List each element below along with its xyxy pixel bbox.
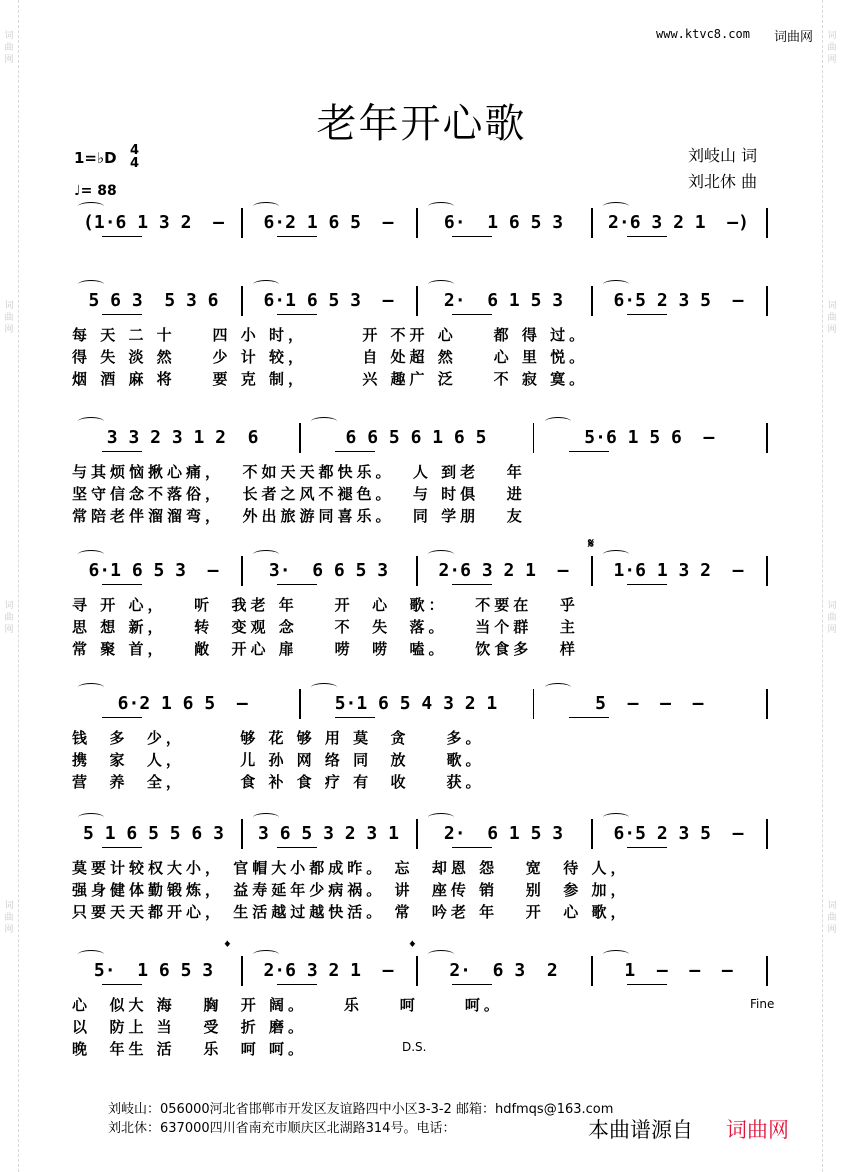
slur-mark — [78, 683, 104, 692]
beam-mark — [627, 584, 667, 585]
side-watermark: 词曲网 — [4, 31, 14, 65]
beam-mark — [102, 584, 142, 585]
lyric-line: 强身健体勤锻炼， 益寿延年少病祸。 讲 座传 销 别 参 加， — [72, 881, 630, 899]
barline — [591, 208, 593, 238]
slur-mark — [78, 202, 104, 211]
barline — [766, 556, 768, 586]
slur-mark — [428, 950, 454, 959]
lyric-line: 坚守信念不落俗， 长者之风不褪色。 与 时俱 进 — [72, 485, 526, 503]
beam-mark — [102, 717, 142, 718]
barline — [766, 819, 768, 849]
composer-credit: 刘北休 曲 — [688, 172, 758, 191]
measure: 5 – – – — [595, 693, 704, 714]
lyric-line: 与其烦恼揪心痛， 不如天天都快乐。 人 到老 年 — [72, 463, 526, 481]
barline — [591, 819, 593, 849]
footer-brand[interactable]: 词曲网 — [726, 1118, 789, 1142]
barline — [241, 956, 243, 986]
lyric-line: 每 天 二 十 四 小 时， 开 不开 心 都 得 过。 — [72, 326, 589, 344]
beam-mark — [277, 984, 317, 985]
measure: 6·5 2 3 5 – — [613, 823, 744, 844]
footer-address-2: 刘北休：637000四川省南充市顺庆区北湖路314号。电话： — [108, 1121, 456, 1136]
footer-source: 本曲谱源自 — [588, 1118, 693, 1142]
slur-mark — [545, 417, 571, 426]
side-watermark: 词曲网 — [827, 601, 837, 635]
beam-mark — [102, 451, 142, 452]
barline — [766, 208, 768, 238]
measure: 5· 1 6 5 3 — [93, 960, 214, 981]
measure: 6· 1 6 5 3 — [443, 212, 564, 233]
key-signature: 1=♭D — [74, 149, 117, 167]
slur-mark — [311, 683, 337, 692]
slur-mark — [78, 950, 104, 959]
measure: 6·5 2 3 5 – — [613, 290, 744, 311]
beam-mark — [102, 847, 142, 848]
lyricist-credit: 刘岐山 词 — [688, 146, 758, 165]
measure: 2· 6 1 5 3 — [443, 823, 564, 844]
measure: 1 – – – — [624, 960, 733, 981]
barline — [416, 956, 418, 986]
slur-mark — [311, 417, 337, 426]
slur-mark — [78, 550, 104, 559]
tempo-marking: ♩= 88 — [74, 183, 117, 199]
beam-mark — [277, 847, 317, 848]
barline — [299, 423, 301, 453]
lyric-line: 心 似大 海 胸 开 阔。 乐 呵 呵。 — [72, 996, 503, 1014]
beam-mark — [102, 984, 142, 985]
beam-mark — [335, 717, 375, 718]
segno-sign: 𝄋 — [588, 536, 595, 552]
right-watermark-strip — [822, 0, 841, 1172]
measure: 3 6 5 3 2 3 1 — [258, 823, 399, 844]
slur-mark — [253, 280, 279, 289]
side-watermark: 词曲网 — [827, 31, 837, 65]
slur-mark — [78, 813, 104, 822]
beam-mark — [277, 314, 317, 315]
beam-mark — [627, 847, 667, 848]
barline — [533, 423, 535, 453]
slur-mark — [428, 813, 454, 822]
lyric-line: 寻 开 心， 听 我老 年 开 心 歌： 不要在 乎 — [72, 596, 579, 614]
fine-marking: Fine — [750, 997, 775, 1011]
measure: 2· 6 1 5 3 — [443, 290, 564, 311]
measure: 5 1 6 5 5 6 3 — [83, 823, 224, 844]
measure: 6·2 1 6 5 – — [263, 212, 394, 233]
slur-mark — [603, 202, 629, 211]
barline — [241, 286, 243, 316]
side-watermark: 词曲网 — [4, 301, 14, 335]
measure: 2· 6 3 2 — [449, 960, 558, 981]
barline — [241, 208, 243, 238]
barline — [416, 208, 418, 238]
measure: 3· 6 6 5 3 — [268, 560, 389, 581]
barline — [533, 689, 535, 719]
lyric-line: 晚 年生 活 乐 呵 呵。 — [72, 1040, 308, 1058]
slur-mark — [78, 417, 104, 426]
lyric-line: 烟 酒 麻 将 要 克 制， 兴 趣广 泛 不 寂 寞。 — [72, 370, 589, 388]
beam-mark — [627, 314, 667, 315]
barline — [416, 819, 418, 849]
slur-mark — [428, 550, 454, 559]
beam-mark — [452, 847, 492, 848]
measure: 3 3 2 3 1 2 6 — [106, 427, 259, 448]
barline — [241, 819, 243, 849]
beam-mark — [569, 717, 609, 718]
measure: 6·2 1 6 5 – — [117, 693, 248, 714]
barline — [766, 286, 768, 316]
measure: 5 6 3 5 3 6 — [88, 290, 219, 311]
slur-mark — [603, 550, 629, 559]
measure: 6 6 5 6 1 6 5 — [345, 427, 487, 448]
side-watermark: 词曲网 — [827, 301, 837, 335]
measure: 1·6 1 3 2 – — [613, 560, 744, 581]
beam-mark — [452, 236, 492, 237]
barline — [591, 956, 593, 986]
coda-sign-2: 𝄌 — [410, 939, 415, 955]
beam-mark — [627, 984, 667, 985]
song-title: 老年开心歌 — [316, 101, 527, 147]
beam-mark — [277, 236, 317, 237]
lyric-line: 携 家 人， 儿 孙 网 络 同 放 歌。 — [72, 751, 485, 769]
slur-mark — [428, 280, 454, 289]
lyric-line: 思 想 新， 转 变观 念 不 失 落。 当个群 主 — [72, 618, 579, 636]
side-watermark: 词曲网 — [4, 601, 14, 635]
barline — [241, 556, 243, 586]
measure: (1·6 1 3 2 – — [83, 212, 224, 233]
lyric-line: 只要天天都开心， 生活越过越快活。 常 吟老 年 开 心 歌， — [72, 903, 630, 921]
beam-mark — [102, 236, 142, 237]
measure: 6·1 6 5 3 – — [263, 290, 394, 311]
left-watermark-strip — [0, 0, 19, 1172]
coda-sign: 𝄌 — [225, 939, 230, 955]
measure: 5·6 1 5 6 – — [584, 427, 715, 448]
beam-mark — [277, 584, 317, 585]
slur-mark — [428, 202, 454, 211]
lyric-line: 营 养 全， 食 补 食 疗 有 收 获。 — [72, 773, 485, 791]
barline — [299, 689, 301, 719]
measure: 5·1 6 5 4 3 2 1 — [334, 693, 498, 714]
meter-bottom: 4 — [130, 156, 140, 171]
slur-mark — [253, 813, 279, 822]
footer-address-1: 刘岐山：056000河北省邯郸市开发区友谊路四中小区3-3-2 邮箱：hdfmqs@163.com — [108, 1102, 614, 1117]
beam-mark — [452, 984, 492, 985]
lyric-line: 莫要计较权大小， 官帽大小都成昨。 忘 却恩 怨 宽 待 人， — [72, 859, 630, 877]
slur-mark — [78, 280, 104, 289]
side-watermark: 词曲网 — [4, 901, 14, 935]
barline — [766, 423, 768, 453]
beam-mark — [569, 451, 609, 452]
lyric-line: 得 失 淡 然 少 计 较， 自 处超 然 心 里 悦。 — [72, 348, 589, 366]
beam-mark — [452, 314, 492, 315]
barline — [591, 556, 593, 586]
ds-marking: D.S. — [402, 1040, 427, 1054]
lyric-line: 以 防上 当 受 折 磨。 — [72, 1018, 308, 1036]
site-url[interactable]: www.ktvc8.com — [656, 27, 750, 41]
lyric-line: 钱 多 少， 够 花 够 用 莫 贪 多。 — [72, 729, 485, 747]
measure: 2·6 3 2 1 –) — [608, 212, 749, 233]
beam-mark — [452, 584, 492, 585]
time-signature — [130, 144, 139, 170]
barline — [766, 689, 768, 719]
barline — [766, 956, 768, 986]
lyric-line: 常陪老伴溜溜弯， 外出旅游同喜乐。 同 学朋 友 — [72, 507, 526, 525]
beam-mark — [627, 236, 667, 237]
slur-mark — [545, 683, 571, 692]
slur-mark — [253, 950, 279, 959]
site-name[interactable]: 词曲网 — [774, 30, 814, 45]
slur-mark — [603, 813, 629, 822]
slur-mark — [603, 950, 629, 959]
side-watermark: 词曲网 — [827, 901, 837, 935]
measure: 2·6 3 2 1 – — [263, 960, 394, 981]
barline — [416, 286, 418, 316]
measure: 2·6 3 2 1 – — [438, 560, 569, 581]
measure: 6·1 6 5 3 – — [88, 560, 219, 581]
barline — [591, 286, 593, 316]
slur-mark — [253, 550, 279, 559]
lyric-line: 常 聚 首， 敞 开心 扉 唠 唠 嗑。 饮食多 样 — [72, 640, 579, 658]
barline — [416, 556, 418, 586]
beam-mark — [102, 314, 142, 315]
beam-mark — [335, 451, 375, 452]
meter-top: 4 — [130, 143, 140, 158]
slur-mark — [253, 202, 279, 211]
slur-mark — [603, 280, 629, 289]
